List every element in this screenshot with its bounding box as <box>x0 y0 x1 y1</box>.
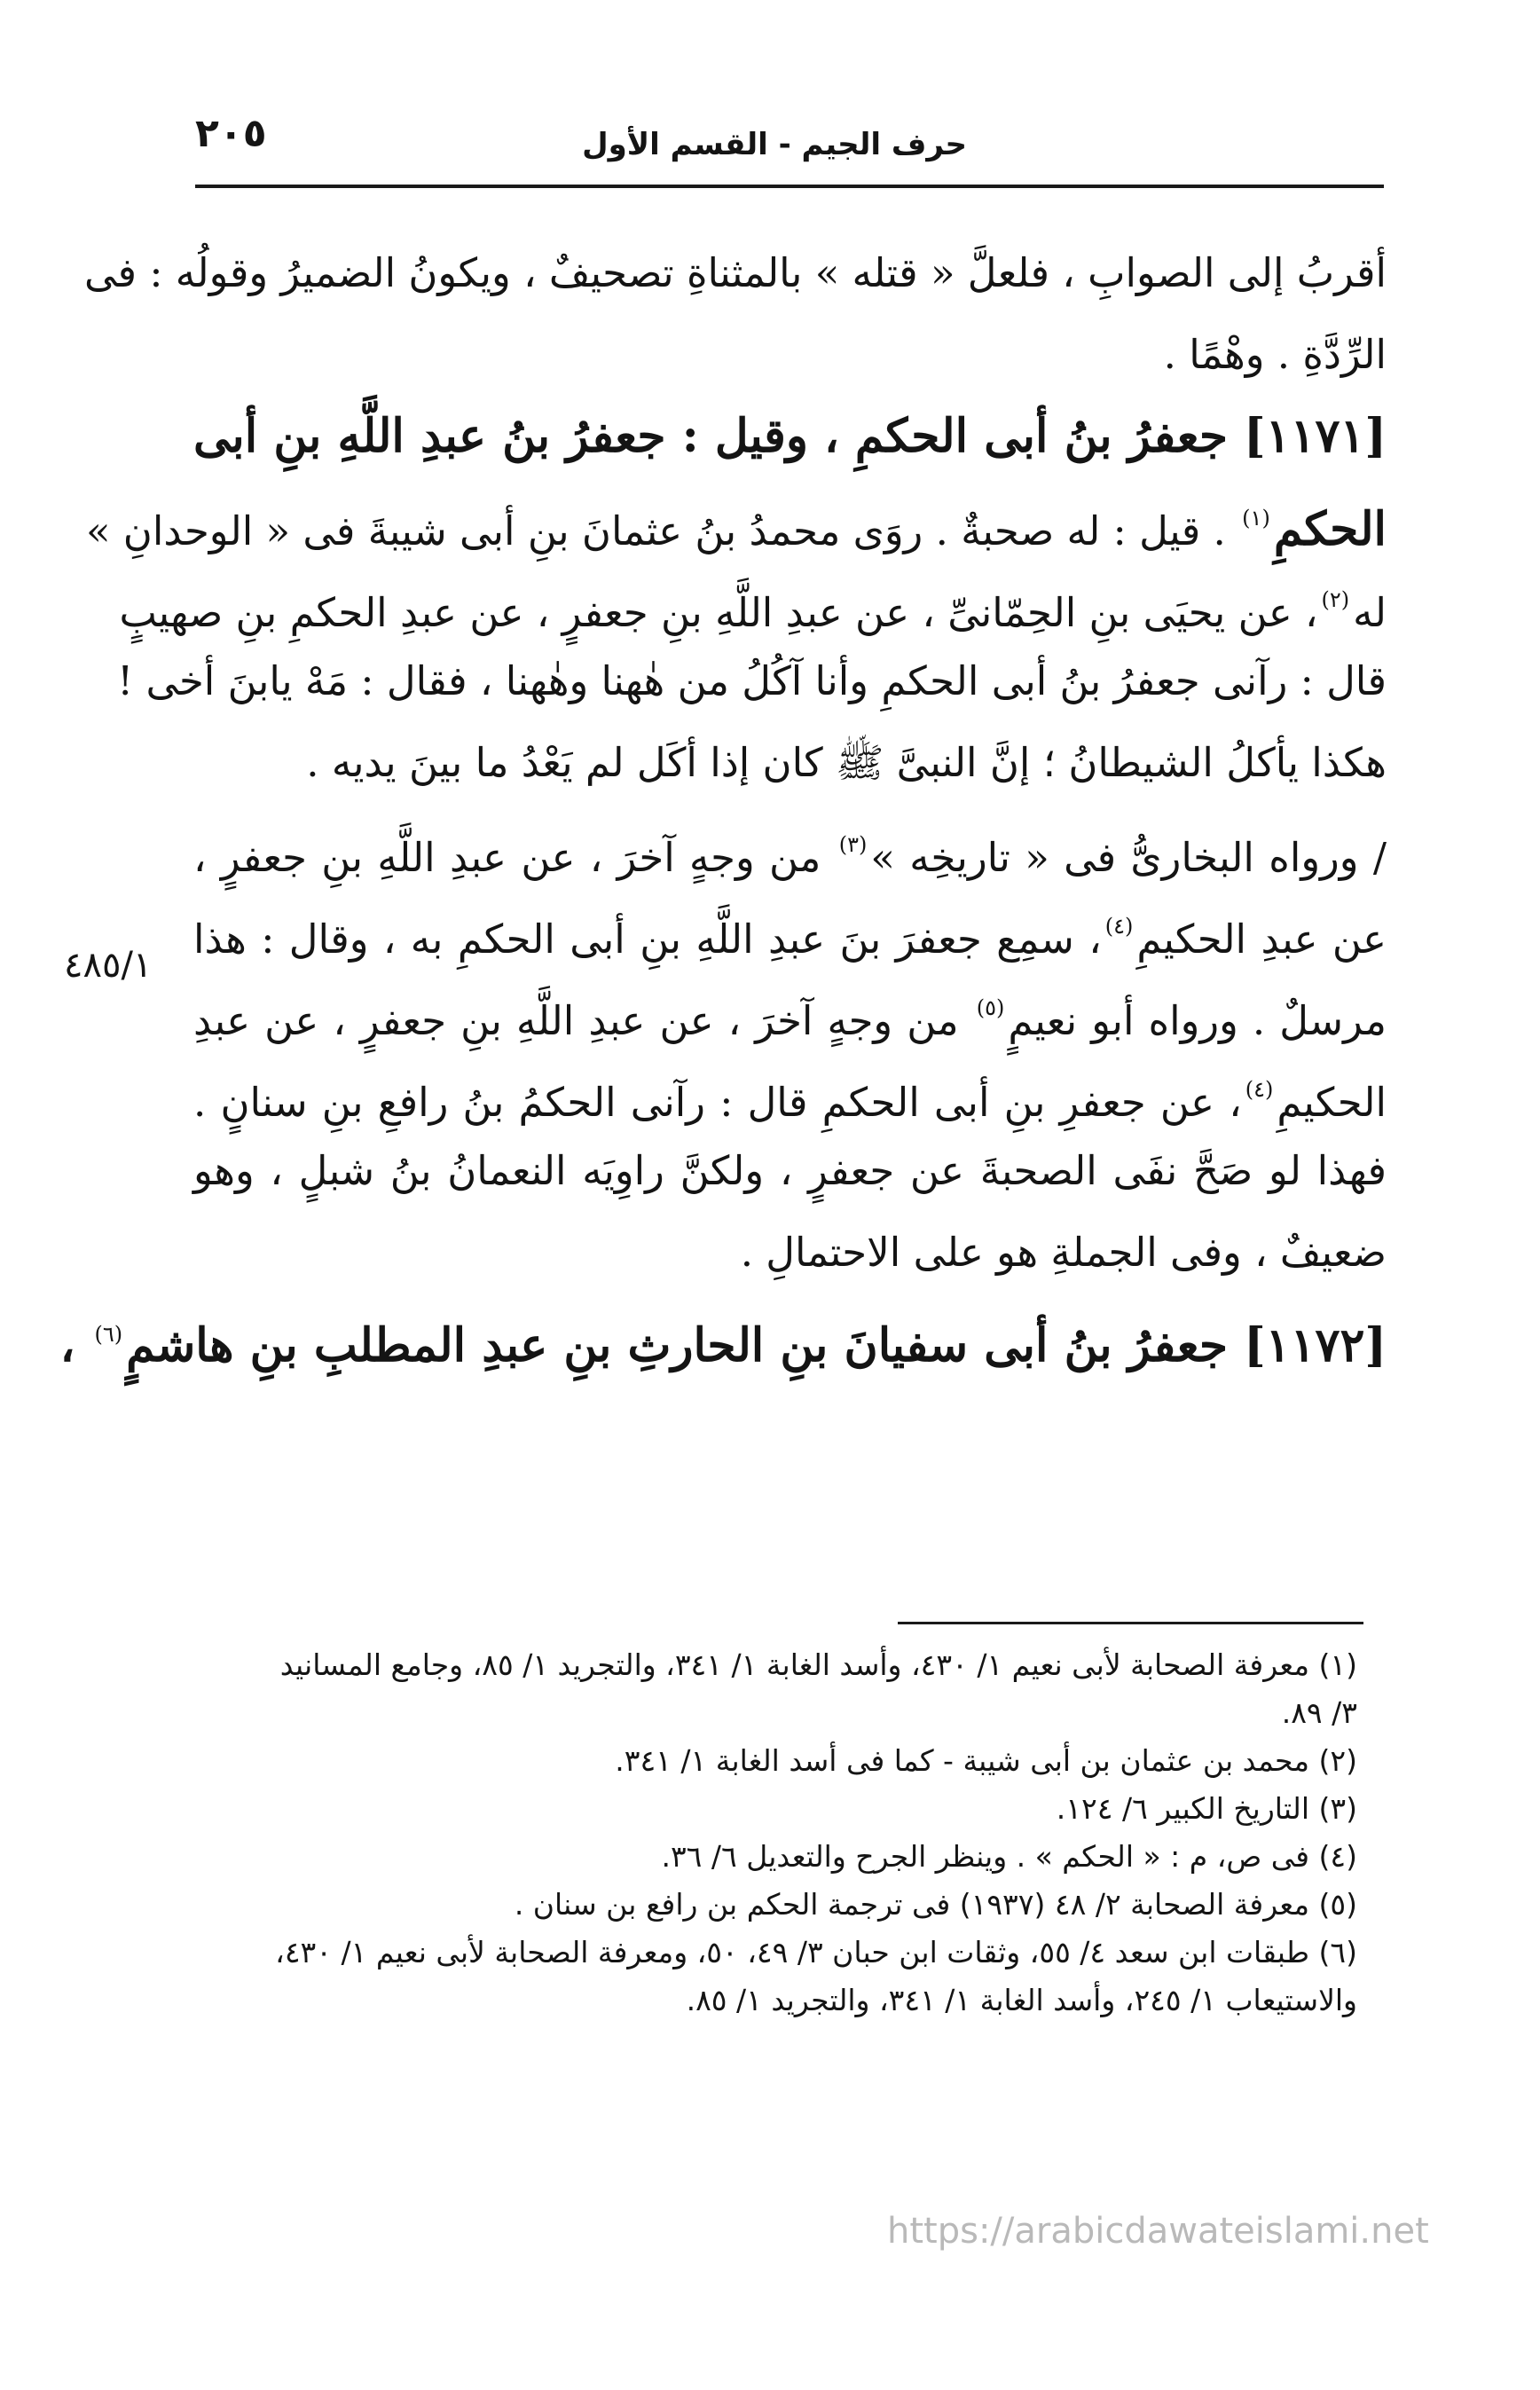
text-span: ، عن جعفرِ بنِ أبى الحكمِ قال : رآنى الحكمُ بنُ رافعِ بنِ سنانٍ . <box>193 1079 1242 1126</box>
footnote-ref: (٤) <box>1104 914 1134 939</box>
text-span: ، سمِع جعفرَ بنَ عبدِ اللَّهِ بنِ أبى الحكمِ به ، وقال : هذا <box>193 916 1102 963</box>
footnote-6-cont: والاستيعاب ١/ ٢٤٥، وأسد الغابة ١/ ٣٤١، والتجريد ١/ ٨٥. <box>686 1983 1357 2017</box>
text-span: من وجهٍ آخرَ ، عن عبدِ اللَّهِ بنِ جعفرٍ ، عن عبدِ <box>193 997 959 1044</box>
text-line: هكذا يأكلُ الشيطانُ ؛ إنَّ النبىَّ ﷺ كان إذا أكَل لم يَعْدُ ما بينَ يديه . <box>306 739 1387 786</box>
text-span: له <box>1353 589 1387 636</box>
text-line: أقربُ إلى الصوابِ ، فلعلَّ « قتله » بالمثناةِ تصحيفٌ ، ويكونُ الضميرُ وقولُه : فى <box>84 249 1387 296</box>
text-line <box>193 885 1387 967</box>
text-line: ضعيفٌ ، وفى الجملةِ هو على الاحتمالِ . <box>740 1229 1387 1276</box>
text-line: الرِّدَّةِ . وهْمًا . <box>1163 331 1387 378</box>
text-span: . قيل : له صحبةٌ . روَى محمدُ بنُ عثمانَ بنِ أبى شيبةَ فى « الوحدانِ » <box>85 507 1226 554</box>
text-line <box>193 967 1387 1049</box>
watermark-url: https://arabicdawateislami.net <box>887 2211 1429 2252</box>
footnotes <box>169 1641 1357 2024</box>
text-span: عن عبدِ الحكيمِ <box>1136 916 1387 963</box>
entry-heading <box>59 1293 1387 1375</box>
footnote-1: (١) معرفة الصحابة لأبى نعيم ١/ ٤٣٠، وأسد الغابة ١/ ٣٤١، والتجريد ١/ ٨٥، وجامع المسانيد <box>279 1647 1357 1682</box>
page-number: ٢٠٥ <box>195 111 267 156</box>
text-line <box>193 804 1387 885</box>
footnote-ref: (٦) <box>94 1322 123 1347</box>
footnote-ref: (٥) <box>976 995 1005 1020</box>
text-line: فهذا لو صَحَّ نفَى الصحبةَ عن جعفرٍ ، ولكنَّ راوِيَه النعمانُ بنُ شبلٍ ، وهو <box>193 1147 1387 1194</box>
text-span: ، <box>59 1318 75 1372</box>
entry-heading: [١١٧١] جعفرُ بنُ أبى الحكمِ ، وقيل : جعفرُ بنُ عبدِ اللَّهِ بنِ أبى <box>192 409 1387 463</box>
footnote-ref: (٣) <box>838 832 868 857</box>
footnote-ref: (٤) <box>1245 1077 1274 1102</box>
text-span: ، عن يحيَى بنِ الحِمّانىِّ ، عن عبدِ اللَّهِ بنِ جعفرٍ ، عن عبدِ الحكمِ بنِ صهيبٍ <box>119 589 1318 636</box>
footnote-5: (٥) معرفة الصحابة ٢/ ٤٨ (١٩٣٧) فى ترجمة الحكم بن رافع بن سنان . <box>514 1887 1357 1922</box>
footnote-1-cont: ٣/ ٨٩. <box>1281 1695 1357 1730</box>
text-line <box>119 559 1387 641</box>
footnote-ref: (١) <box>1242 506 1270 531</box>
text-span: مرسلٌ . ورواه أبو نعيمٍ <box>1008 997 1387 1044</box>
text-span: [١١٧٢] جعفرُ بنُ أبى سفيانَ بنِ الحارثِ بنِ عبدِ المطلبِ بنِ هاشمٍ <box>126 1318 1387 1372</box>
running-title: حرف الجيم - القسم الأول <box>582 127 967 162</box>
text-span: / ورواه البخارىُّ فى « تاريخِه » <box>870 834 1387 881</box>
footnote-2: (٢) محمد بن عثمان بن أبى شيبة - كما فى أسد الغابة ١/ ٣٤١. <box>615 1743 1357 1778</box>
margin-page-reference: ٤٨٥/١ <box>64 945 153 986</box>
footnote-ref: (٢) <box>1321 587 1350 612</box>
header-divider <box>195 185 1384 188</box>
page-header <box>195 111 1384 182</box>
text-line <box>193 1049 1387 1130</box>
footnote-divider <box>898 1622 1363 1624</box>
footnote-3: (٣) التاريخ الكبير ٦/ ١٢٤. <box>1056 1791 1357 1826</box>
text-span: من وجهٍ آخرَ ، عن عبدِ اللَّهِ بنِ جعفرٍ ، <box>193 834 821 881</box>
footnote-6: (٦) طبقات ابن سعد ٤/ ٥٥، وثقات ابن حبان ٣/ ٤٩، ٥٠، ومعرفة الصحابة لأبى نعيم ١/ ٤٣٠، <box>275 1935 1357 1969</box>
text-line: قال : رآنى جعفرُ بنُ أبى الحكمِ وأنا آكُلُ من هٰهنا وهٰهنا ، فقال : مَهْ يابنَ أخى ! <box>117 657 1387 704</box>
text-span: الحكيمِ <box>1277 1079 1387 1126</box>
footnote-4: (٤) فى ص، م : « الحكم » . وينظر الجرح والتعديل ٦/ ٣٦. <box>661 1839 1357 1874</box>
entry-heading-cont: الحكمِ <box>1273 502 1387 556</box>
text-line <box>85 477 1387 559</box>
